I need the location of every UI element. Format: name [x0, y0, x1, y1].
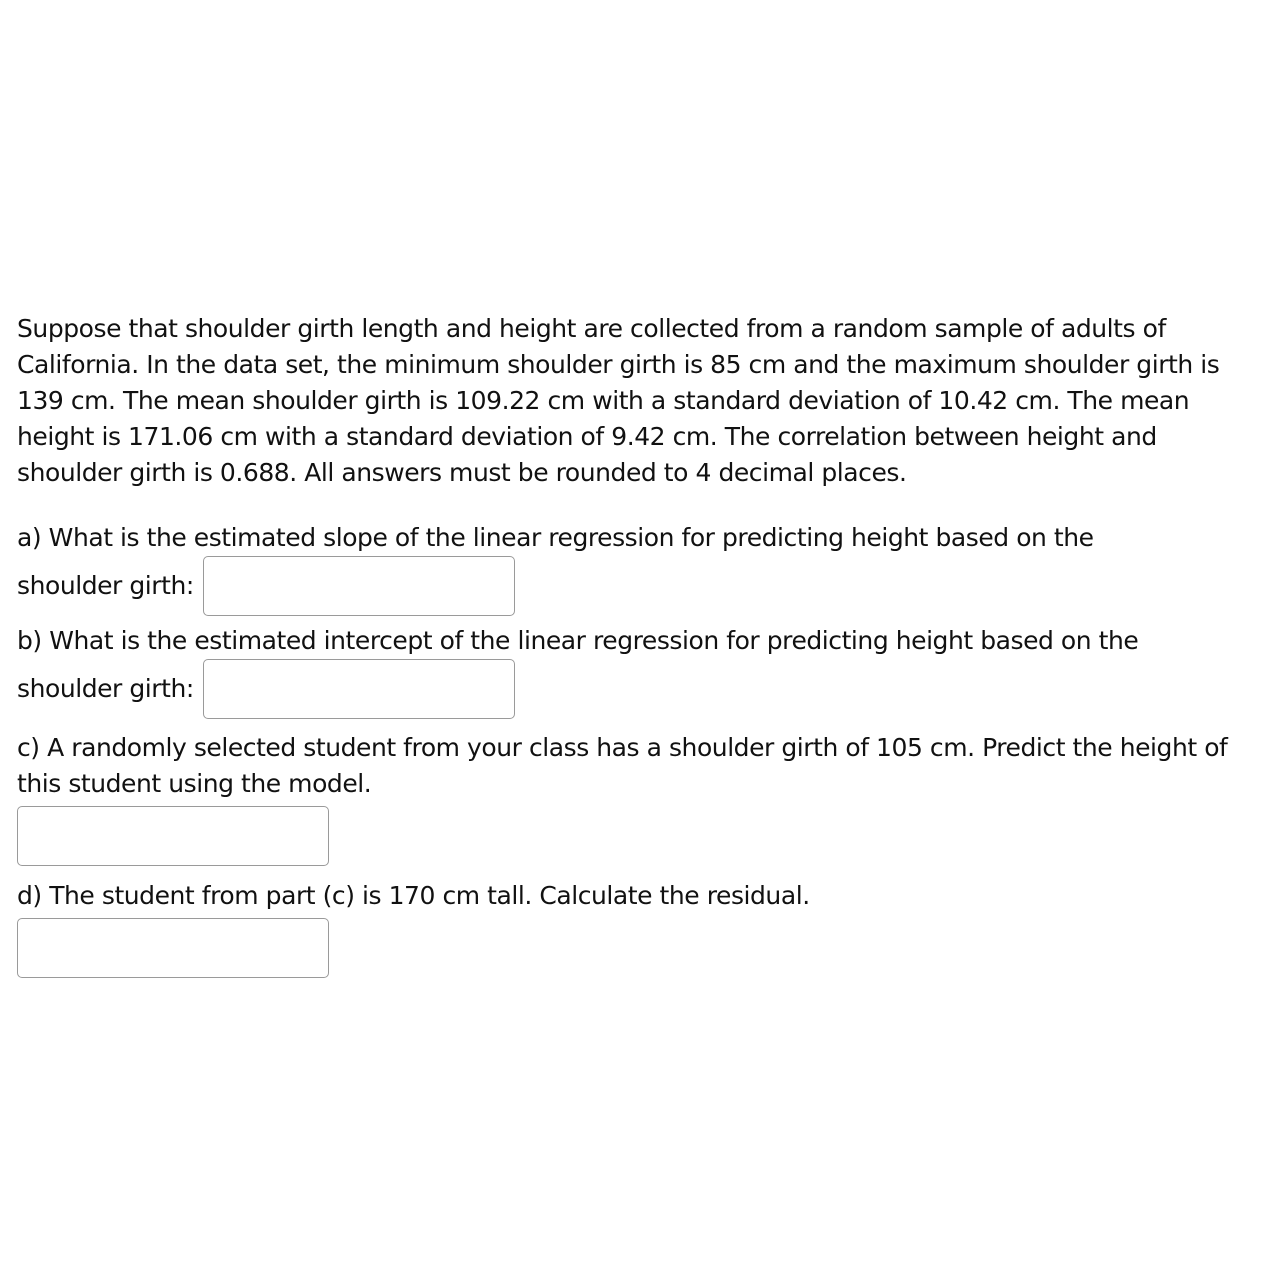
intercept-answer-input[interactable]: [203, 659, 515, 719]
slope-answer-input[interactable]: [203, 556, 515, 616]
part-c: [17, 730, 1257, 866]
part-c-text: c) A randomly selected student from your class has a shoulder girth of 105 cm. Predict the height of this student using the model.: [17, 733, 1228, 798]
part-b: [17, 623, 1257, 719]
part-a: [17, 520, 1257, 616]
part-b-answer-row: [17, 659, 1257, 719]
part-a-text: a) What is the estimated slope of the linear regression for predicting height based on the: [17, 523, 1094, 552]
residual-answer-input[interactable]: [17, 918, 329, 978]
question-stem: Suppose that shoulder girth length and height are collected from a random sample of adults of California. In the data set, the minimum shoulder girth is 85 cm and the maximum shoulder girth is 139 cm. The mean shoulder girth is 109.22 cm with a standard deviation of 10.42 cm. The mean height is 171.06 cm with a standard deviation of 9.42 cm. The correlation between height and shoulder girth is 0.688. All answers must be rounded to 4 decimal places.: [17, 314, 1220, 487]
part-a-label: shoulder girth:: [17, 571, 194, 600]
part-b-label: shoulder girth:: [17, 674, 194, 703]
part-b-text: b) What is the estimated intercept of the linear regression for predicting height based on the: [17, 626, 1139, 655]
part-d-text: d) The student from part (c) is 170 cm tall. Calculate the residual.: [17, 881, 810, 910]
part-d: [17, 878, 1257, 978]
part-a-answer-row: [17, 556, 1257, 616]
predicted-height-answer-input[interactable]: [17, 806, 329, 866]
question-block: [17, 311, 1257, 978]
